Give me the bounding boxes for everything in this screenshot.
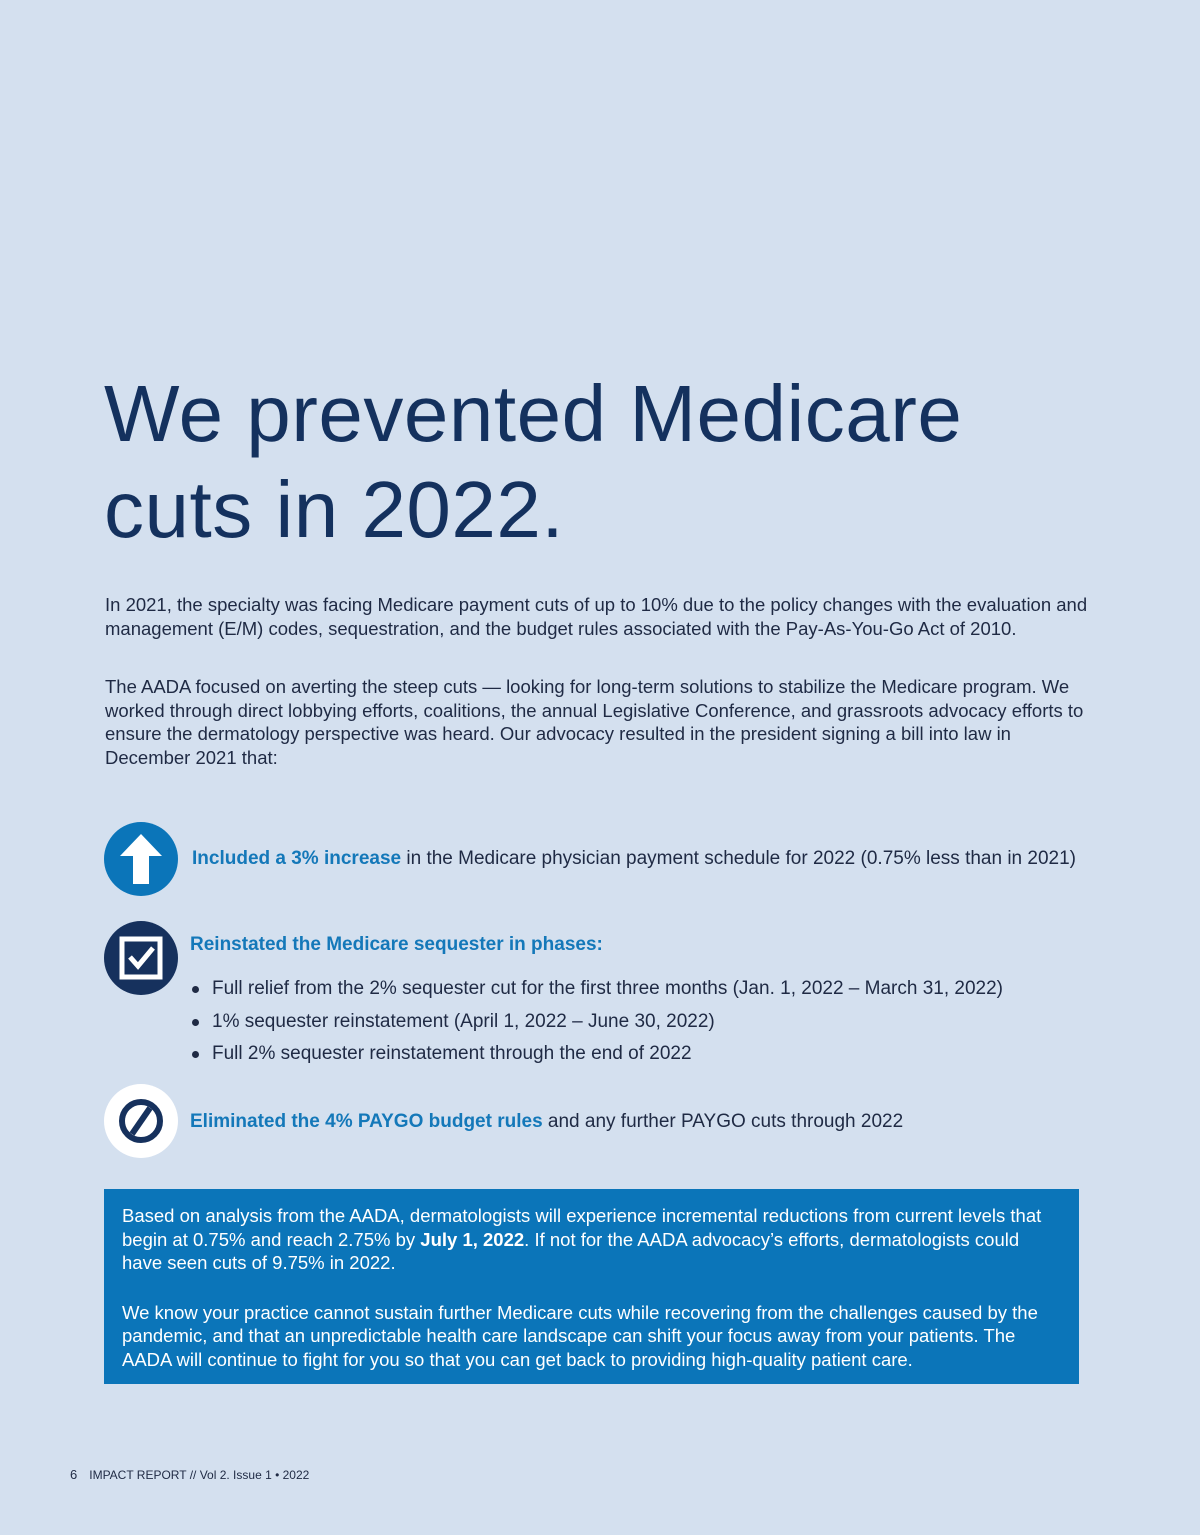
callout-p1-end: . If not for the AADA advocacy’s efforts, dermatologists could have seen cuts of 9.75% in 2022. — [122, 1228, 1020, 1273]
achievement-increase-text — [192, 847, 1076, 871]
page-footer — [70, 1467, 309, 1482]
analysis-callout-box — [104, 1189, 1079, 1384]
achievement-paygo-detail: and any further PAYGO cuts through 2022 — [542, 1111, 904, 1132]
list-item: Full 2% sequester reinstatement through the end of 2022 — [190, 1038, 1003, 1071]
arrow-up-icon — [104, 822, 178, 896]
callout-p1-date: July 1, 2022 — [420, 1228, 525, 1250]
achievement-paygo-text — [190, 1110, 903, 1134]
callout-paragraph-1 — [122, 1204, 1061, 1275]
page-title-line-2: cuts in 2022. — [104, 465, 565, 554]
callout-p1-start: Based on analysis from the AADA, dermatologists will experience incremental reductions from current levels that begin at 0.75% and reach 2.75% by — [122, 1205, 1042, 1250]
list-item: Full relief from the 2% sequester cut for the first three months (Jan. 1, 2022 – March 31, 2022) — [190, 973, 1003, 1006]
checkbox-icon — [104, 921, 178, 995]
sequester-bullet-list — [190, 973, 1003, 1071]
prohibited-icon — [104, 1084, 178, 1158]
callout-paragraph-2: We know your practice cannot sustain further Medicare cuts while recovering from the challenges caused by the pandemic, and that an unpredictable health care landscape can shift your focus away from your patients. The AADA will continue to fight for you so that you can get back to providing high-quality patient care. — [122, 1301, 1038, 1370]
page-title — [104, 366, 1104, 558]
achievement-increase-highlight: Included a 3% increase — [192, 848, 402, 869]
achievement-sequester-heading: Reinstated the Medicare sequester in phases: — [190, 934, 603, 955]
achievement-paygo-highlight: Eliminated the 4% PAYGO budget rules — [190, 1111, 543, 1132]
page-number: 6 — [70, 1467, 78, 1482]
achievement-increase-detail: in the Medicare physician payment schedule for 2022 (0.75% less than in 2021) — [401, 848, 1076, 869]
intro-paragraph-2: The AADA focused on averting the steep cuts — looking for long-term solutions to stabilize the Medicare program. We worked through direct lobbying efforts, coalitions, the annual Legislative Conference, and grassroots advocacy efforts to ensure the dermatology perspective was heard. Our advocacy resulted in the president signing a bill into law in December 2021 that: — [105, 676, 1084, 768]
footer-text: IMPACT REPORT // Vol 2. Issue 1 • 2022 — [89, 1468, 310, 1482]
list-item: 1% sequester reinstatement (April 1, 2022 – June 30, 2022) — [190, 1006, 1003, 1039]
intro-paragraph-1: In 2021, the specialty was facing Medicare payment cuts of up to 10% due to the policy changes with the evaluation and management (E/M) codes, sequestration, and the budget rules associated with the Pay-As-You-Go Act of 2010. — [105, 594, 1088, 639]
page-title-line-1: We prevented Medicare — [104, 369, 963, 458]
